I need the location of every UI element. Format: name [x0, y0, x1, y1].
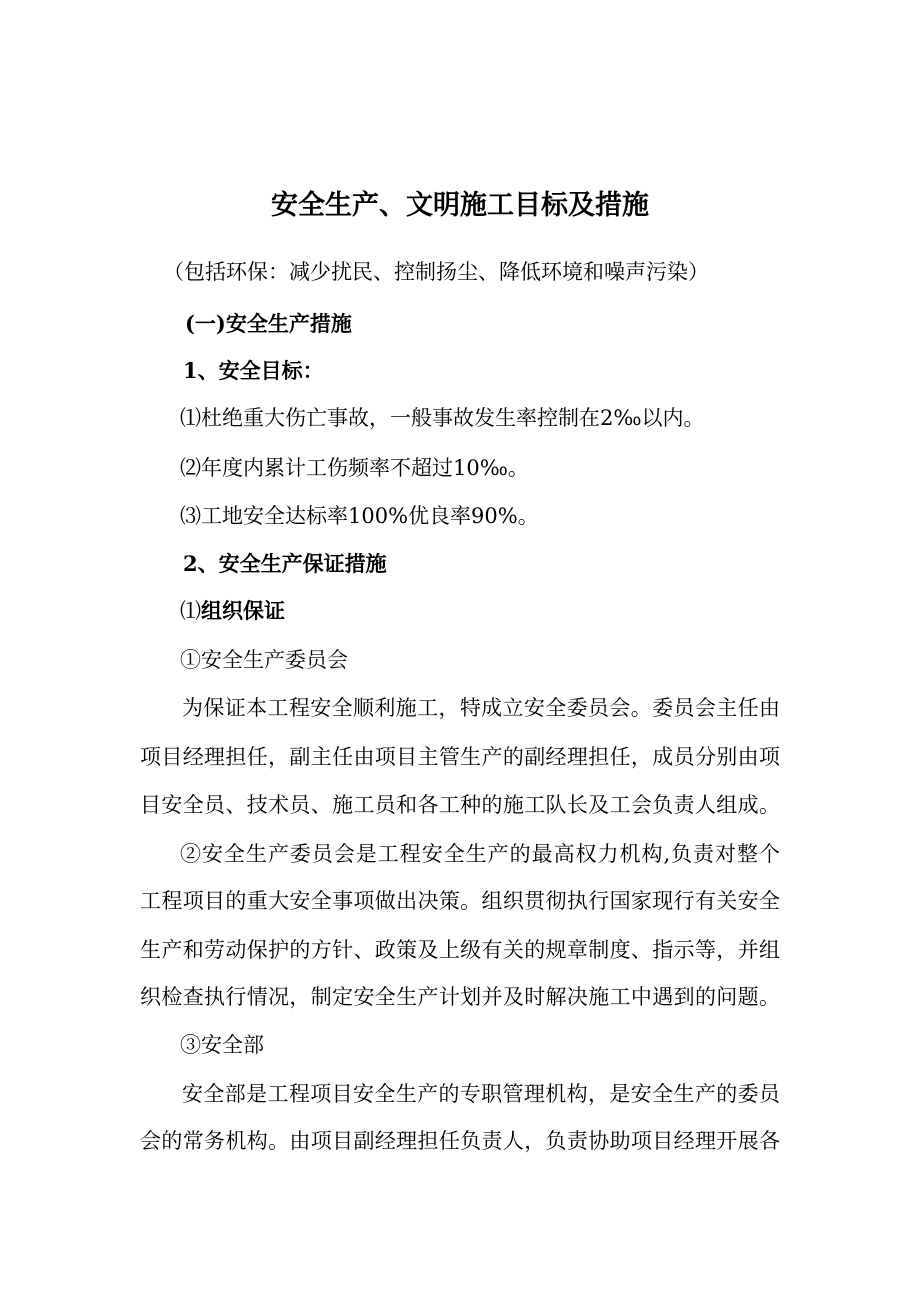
target-item-2: ⑵年度内累计工伤频率不超过10‰。	[180, 456, 529, 480]
paragraph-3-line-2: 会的常务机构。由项目副经理担任负责人，负责协助项目经理开展各	[140, 1129, 780, 1153]
paragraph-3-line-1: 安全部是工程项目安全生产的专职管理机构，是安全生产的委员	[182, 1082, 780, 1106]
target-item-3: ⑶工地安全达标率100%优良率90%。	[180, 504, 539, 528]
heading-organization-guarantee	[180, 597, 285, 625]
paragraph-1-line-2: 项目经理担任，副主任由项目主管生产的副经理担任，成员分别由项	[140, 745, 780, 769]
document-title: 安全生产、文明施工目标及措施	[271, 190, 649, 221]
heading-safety-targets: 1、安全目标：	[183, 358, 324, 383]
target-item-1: ⑴杜绝重大伤亡事故，一般事故发生率控制在2‰以内。	[180, 406, 705, 430]
heading-organization-number: ⑴	[180, 599, 201, 623]
heading-safety-measures: 2、安全生产保证措施	[183, 551, 387, 576]
paragraph-2-line-1: ②安全生产委员会是工程安全生产的最高权力机构,负责对整个	[180, 842, 780, 866]
heading-safety-committee: ①安全生产委员会	[180, 648, 348, 672]
heading-organization-text: 组织保证	[201, 598, 285, 623]
paragraph-2-line-3: 生产和劳动保护的方针、政策及上级有关的规章制度、指示等，并组	[140, 938, 780, 962]
paragraph-2-line-4: 织检查执行情况，制定安全生产计划并及时解决施工中遇到的问题。	[140, 985, 780, 1009]
paragraph-1-line-1: 为保证本工程安全顺利施工，特成立安全委员会。委员会主任由	[182, 696, 780, 720]
heading-safety-department: ③安全部	[180, 1033, 264, 1057]
paragraph-2-line-2: 工程项目的重大安全事项做出决策。组织贯彻执行国家现行有关安全	[140, 889, 780, 913]
section-heading-safety-measures: (一)安全生产措施	[185, 311, 352, 336]
document-subtitle: （包括环保：减少扰民、控制扬尘、降低环境和噪声污染）	[163, 260, 709, 284]
paragraph-1-line-3: 目安全员、技术员、施工员和各工种的施工队长及工会负责人组成。	[140, 793, 780, 817]
